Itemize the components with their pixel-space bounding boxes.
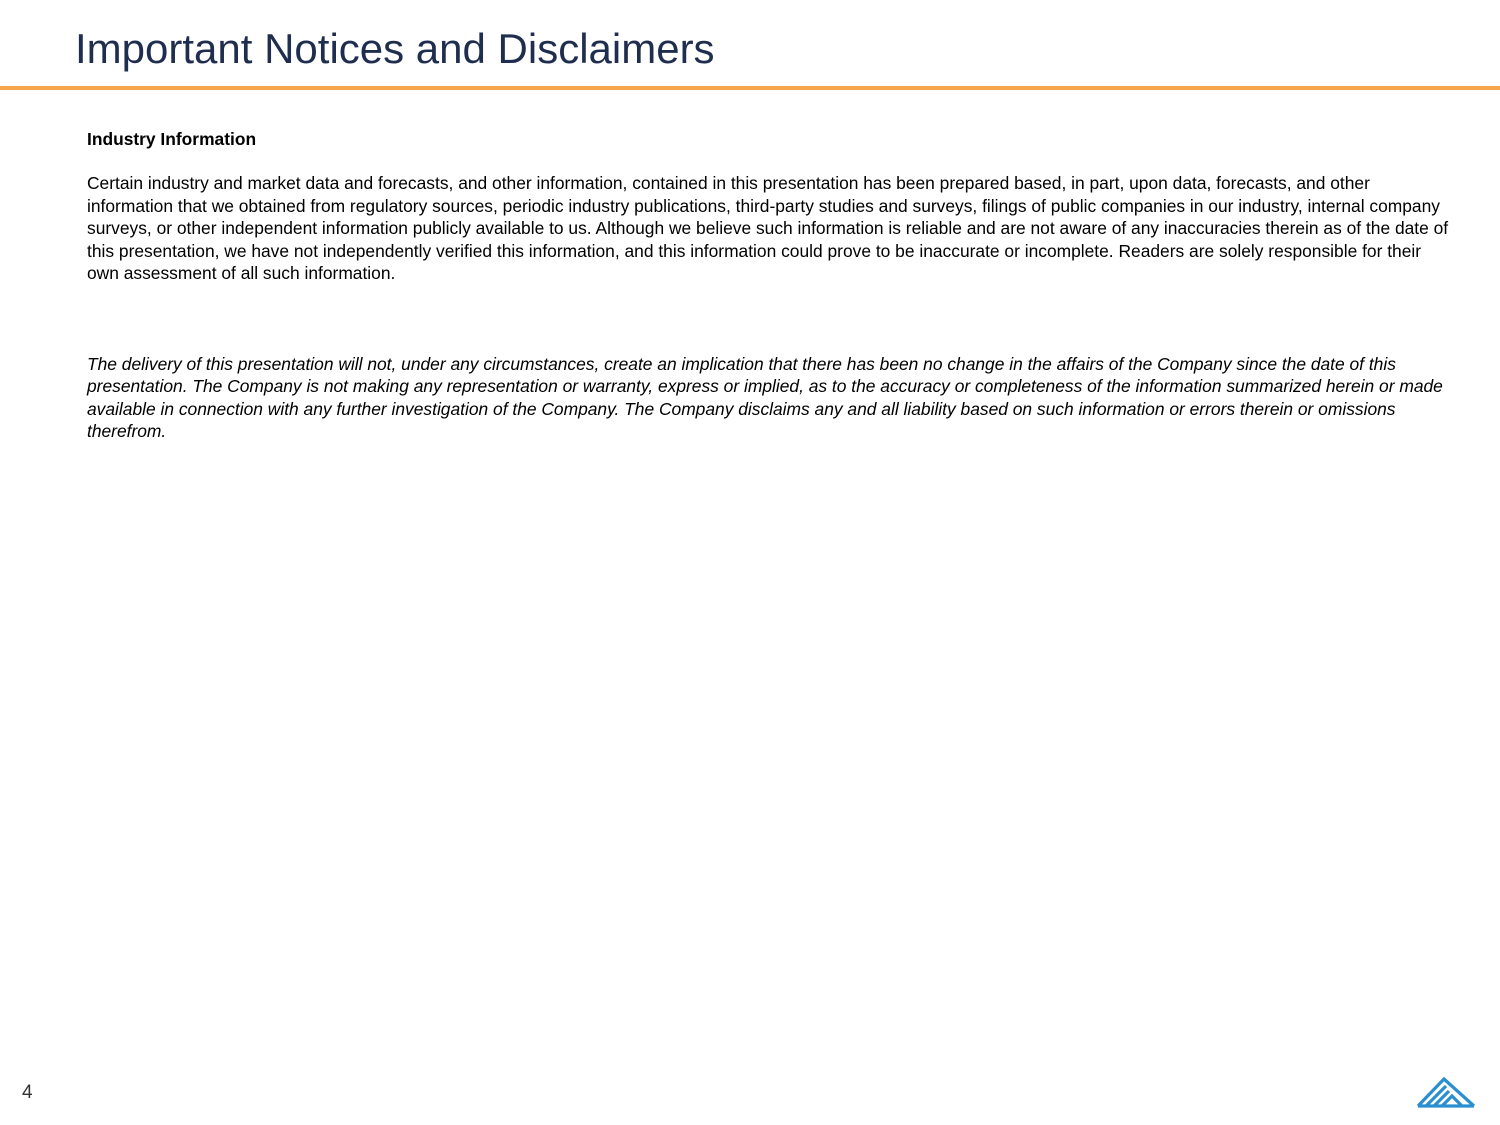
title-divider [0,86,1500,90]
industry-information-section [87,128,1455,284]
mountain-logo-icon [1416,1075,1478,1109]
page-title: Important Notices and Disclaimers [75,25,715,72]
disclaimer-paragraph: The delivery of this presentation will not, under any circumstances, create an implication that there has been no change in the affairs of the Company since the date of this presentation. The Company is not making any representation or warranty, express or implied, as to the accuracy or completeness of the information summarized herein or made available in connection with any further investigation of the Company. The Company disclaims any and all liability based on such information or errors therein or omissions therefrom. [87,354,1443,442]
industry-information-paragraph: Certain industry and market data and forecasts, and other information, contained in this presentation has been prepared based, in part, upon data, forecasts, and other information that we obtained from regulatory sources, periodic industry publications, third-party studies and surveys, filings of public companies in our industry, internal company surveys, or other independent information publicly available to us. Although we believe such information is reliable and are not aware of any inaccuracies therein as of the date of this presentation, we have not independently verified this information, and this information could prove to be inaccurate or incomplete. Readers are solely responsible for their own assessment of all such information. [87,173,1449,284]
page-number: 4 [22,1082,33,1103]
section-heading: Industry Information [87,129,257,149]
